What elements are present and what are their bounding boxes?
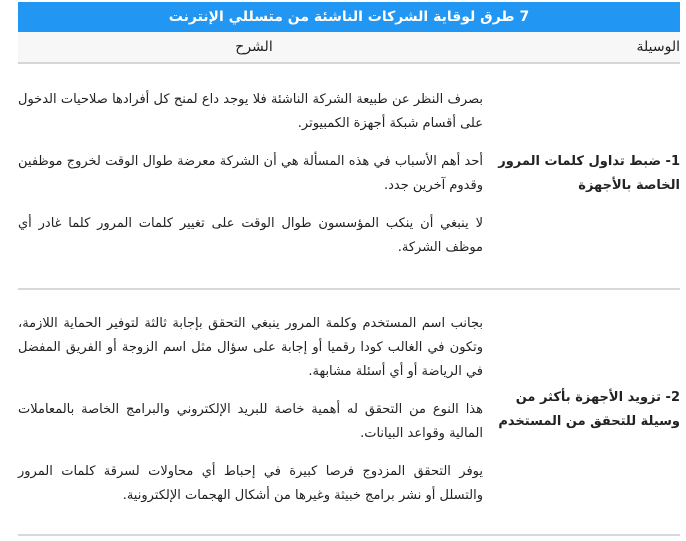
article-table	[18, 2, 680, 536]
explanation-cell	[18, 63, 490, 289]
method-cell: 1- ضبط تداول كلمات المرور الخاصة بالأجهزة	[490, 63, 680, 289]
header-row	[18, 32, 680, 63]
methods-table	[18, 32, 680, 536]
table-row	[18, 289, 680, 535]
table-row	[18, 63, 680, 289]
explanation-paragraph: بصرف النظر عن طبيعة الشركة الناشئة فلا يوجد داع لمنح كل أفرادها صلاحيات الدخول على أقسام شبكة أجهزة الكمبيوتر.	[18, 92, 483, 131]
explanation-paragraph: أحد أهم الأسباب في هذه المسألة هي أن الشركة معرضة طوال الوقت لخروج موظفين وقدوم آخرين جدد.	[18, 154, 483, 193]
column-header-explanation: الشرح	[18, 32, 490, 63]
explanation-paragraph: بجانب اسم المستخدم وكلمة المرور ينبغي التحقق بإجابة ثالثة لتوفير الحماية اللازمة، وتكون في الغالب كودا رقميا أو إجابة على سؤال مثل اسم الزوجة أو الفريق المفضل في الرياضة أو أي أسئلة مشابهة.	[18, 316, 483, 379]
explanation-paragraph: لا ينبغي أن ينكب المؤسسون طوال الوقت على تغيير كلمات المرور كلما غادر أي موظف الشركة.	[18, 216, 483, 255]
explanation-cell	[18, 289, 490, 535]
explanation-paragraph: يوفر التحقق المزدوج فرصا كبيرة في إحباط أي محاولات لسرقة كلمات المرور والتسلل أو نشر برامج خبيثة وغيرها من أشكال الهجمات الإلكترونية.	[18, 464, 483, 503]
column-header-method: الوسيلة	[490, 32, 680, 63]
method-cell: 2- تزويد الأجهزة بأكثر من وسيلة للتحقق من المستخدم	[490, 289, 680, 535]
table-title: 7 طرق لوقاية الشركات الناشئة من متسللي الإنترنت	[18, 2, 680, 32]
explanation-paragraph: هذا النوع من التحقق له أهمية خاصة للبريد الإلكتروني والبرامج الخاصة بالمعاملات المالية وقواعد البيانات.	[18, 402, 483, 441]
